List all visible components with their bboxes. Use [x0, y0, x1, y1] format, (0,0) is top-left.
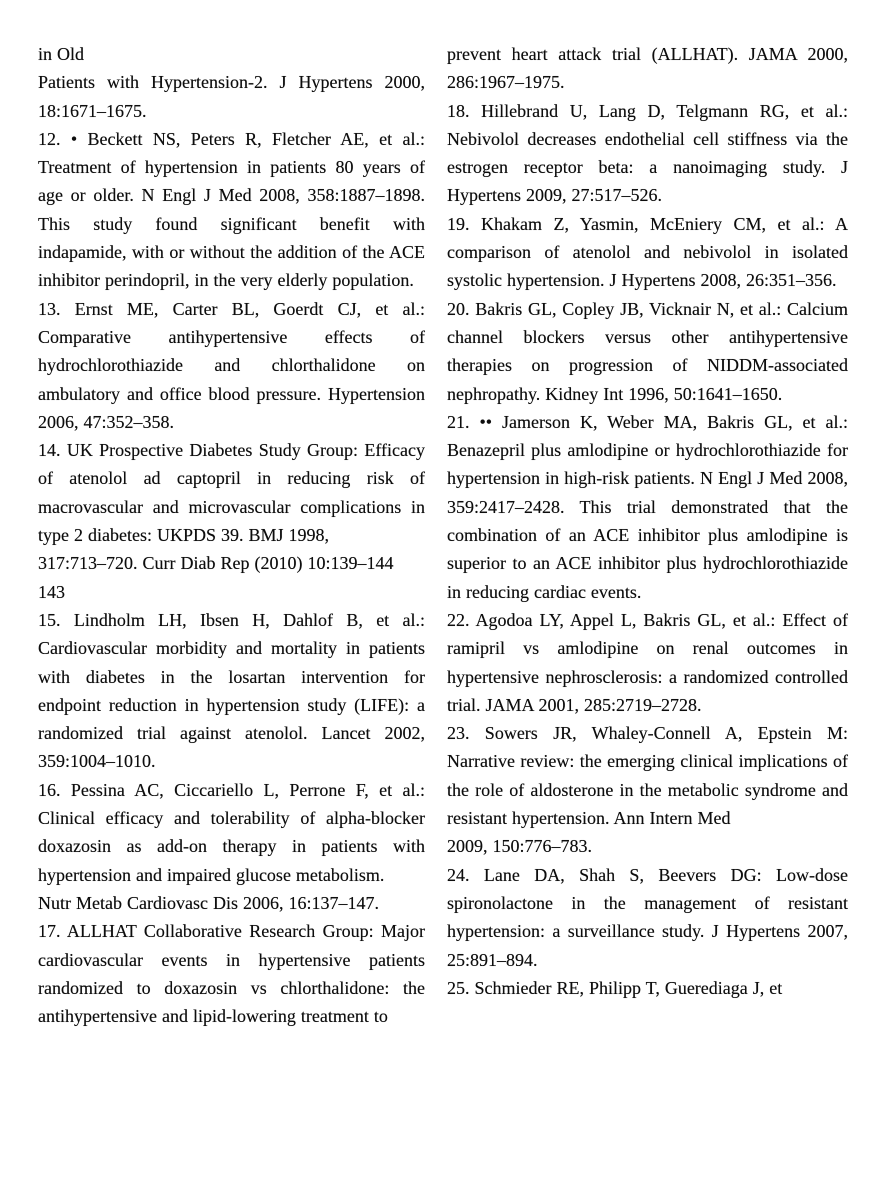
reference-11-continuation: Patients with Hypertension-2. J Hypertens 2000, 18:1671–1675. [38, 72, 425, 121]
references-column-left [38, 40, 425, 1030]
carryover-fragment: in Old [38, 44, 85, 64]
reference-23-pages-line: 2009, 150:776–783. [447, 836, 593, 857]
reference-14-citation-line: 317:713–720. Curr Diab Rep (2010) 10:139–144 [38, 553, 394, 574]
reference-17-continuation: prevent heart attack trial (ALLHAT). JAMA 2000, 286:1967–1975. [447, 44, 848, 93]
reference-15: 15. Lindholm LH, Ibsen H, Dahlof B, et al.: Cardiovascular morbidity and mortality in patients with diabetes in the losartan intervention for endpoint reduction in hypertension study (LIFE): a randomized trial against atenolol. Lancet 2002, 359:1004–1010. [38, 609, 425, 772]
reference-16: 16. Pessina AC, Ciccariello L, Perrone F, et al.: Clinical efficacy and tolerability of alpha-blocker doxazosin as add-on therapy in patients with hypertension and impaired glucose metabolism. [38, 779, 425, 885]
reference-14: 14. UK Prospective Diabetes Study Group: Efficacy of atenolol ad captopril in reducing risk of macrovascular and microvascular complications in type 2 diabetes: UKPDS 39. BMJ 1998, [38, 440, 425, 546]
page-number-fragment: 143 [38, 581, 65, 602]
reference-22: 22. Agodoa LY, Appel L, Bakris GL, et al.: Effect of ramipril vs amlodipine on renal outcomes in hypertensive nephrosclerosis: a randomized controlled trial. JAMA 2001, 285:2719–2728. [447, 609, 848, 715]
reference-18: 18. Hillebrand U, Lang D, Telgmann RG, et al.: Nebivolol decreases endothelial cell stiffness via the estrogen receptor beta: a nanoimaging study. J Hypertens 2009, 27:517–526. [447, 100, 848, 206]
reference-25: 25. Schmieder RE, Philipp T, Guerediaga J, et [447, 977, 783, 998]
reference-23: 23. Sowers JR, Whaley-Connell A, Epstein M: Narrative review: the emerging clinical implications of the role of aldosterone in the metabolic syndrome and resistant hypertension. Ann Intern Med [447, 723, 848, 829]
references-column-right [447, 40, 848, 1002]
reference-16-journal-line: Nutr Metab Cardiovasc Dis 2006, 16:137–147. [38, 892, 379, 913]
reference-21: 21. •• Jamerson K, Weber MA, Bakris GL, et al.: Benazepril plus amlodipine or hydrochlorothiazide for hypertension in high-risk patients. N Engl J Med 2008, 359:2417–2428. This trial demonstrated that the combination of an ACE inhibitor plus amlodipine is superior to an ACE inhibitor plus hydrochlorothiazide in reducing cardiac events. [447, 411, 848, 602]
reference-12: 12. • Beckett NS, Peters R, Fletcher AE, et al.: Treatment of hypertension in patients 80 years of age or older. N Engl J Med 2008, 358:1887–1898. This study found significant benefit with indapamide, with or without the addition of the ACE inhibitor perindopril, in the very elderly population. [38, 128, 425, 291]
reference-13: 13. Ernst ME, Carter BL, Goerdt CJ, et al.: Comparative antihypertensive effects of hydrochlorothiazide and chlorthalidone on ambulatory and office blood pressure. Hypertension 2006, 47:352–358. [38, 298, 425, 432]
reference-20: 20. Bakris GL, Copley JB, Vicknair N, et al.: Calcium channel blockers versus other antihypertensive therapies on progression of NIDDM-associated nephropathy. Kidney Int 1996, 50:1641–1650. [447, 298, 848, 404]
reference-17: 17. ALLHAT Collaborative Research Group: Major cardiovascular events in hypertensive patients randomized to doxazosin vs chlorthalidone: the antihypertensive and lipid-lowering treatment to [38, 921, 425, 1027]
reference-24: 24. Lane DA, Shah S, Beevers DG: Low-dose spironolactone in the management of resistant hypertension: a surveillance study. J Hypertens 2007, 25:891–894. [447, 864, 848, 970]
reference-19: 19. Khakam Z, Yasmin, McEniery CM, et al.: A comparison of atenolol and nebivolol in isolated systolic hypertension. J Hypertens 2008, 26:351–356. [447, 213, 848, 291]
